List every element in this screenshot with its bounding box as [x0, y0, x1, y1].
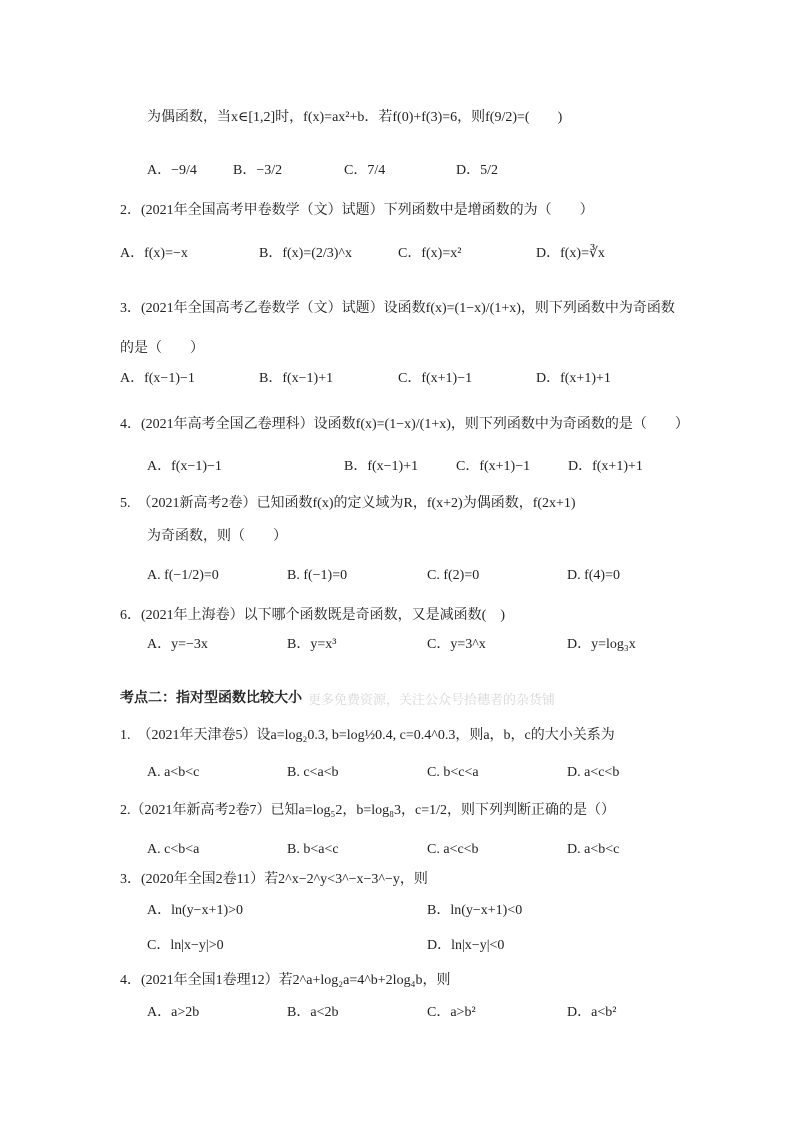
- q2-option-c: C．f(x)=x²: [398, 246, 462, 261]
- q4-option-d: D．f(x+1)+1: [568, 459, 643, 474]
- p1-option-c: C. b<c<a: [427, 765, 479, 780]
- question-5-stem: 5. （2021新高考2卷）已知函数f(x)的定义域为R，f(x+2)为偶函数，f(2x+1): [120, 496, 576, 511]
- q2-option-a: A．f(x)=−x: [120, 246, 188, 261]
- q6-option-d: D．y=log₃x: [567, 637, 636, 652]
- q3-option-d: D．f(x+1)+1: [536, 371, 611, 386]
- question-3-stem: 3．(2021年全国高考乙卷数学（文）试题）设函数f(x)=(1−x)/(1+x)，则下列函数中为奇函数: [120, 301, 675, 316]
- q4-option-b: B．f(x−1)+1: [344, 459, 419, 474]
- p2-option-c: C. a<c<b: [427, 842, 479, 857]
- p1-option-d: D. a<c<b: [567, 765, 620, 780]
- q6-option-b: B．y=x³: [287, 637, 337, 652]
- q6-option-a: A．y=−3x: [147, 637, 208, 652]
- q6-option-c: C．y=3^x: [427, 637, 486, 652]
- q3-option-c: C．f(x+1)−1: [398, 371, 473, 386]
- p3-option-a: A．ln(y−x+1)>0: [147, 903, 244, 918]
- q2-option-b: B．f(x)=(2/3)^x: [259, 246, 353, 261]
- q1-option-a: A．−9/4: [147, 163, 197, 178]
- q4-option-a: A．f(x−1)−1: [147, 459, 222, 474]
- problem-3-stem: 3．(2020年全国2卷11）若2^x−2^y<3^−x−3^−y，则: [120, 872, 428, 887]
- watermark-text: 更多免费资源，关注公众号拾穗者的杂货铺: [308, 692, 556, 707]
- question-5-stem-end: 为奇函数，则（ ）: [147, 529, 287, 544]
- question-4-stem: 4．(2021年高考全国乙卷理科）设函数f(x)=(1−x)/(1+x)，则下列函数中为奇函数的是（ ）: [120, 417, 689, 432]
- p4-option-a: A．a>2b: [147, 1005, 200, 1020]
- p3-option-d: D．ln|x−y|<0: [427, 938, 505, 953]
- p1-option-b: B. c<a<b: [287, 765, 339, 780]
- q3-option-b: B．f(x−1)+1: [259, 371, 334, 386]
- p2-option-d: D. a<b<c: [567, 842, 620, 857]
- q5-option-c: C. f(2)=0: [427, 568, 480, 583]
- question-6-stem: 6．(2021年上海卷）以下哪个函数既是奇函数，又是减函数( ): [120, 608, 505, 623]
- p4-option-d: D．a<b²: [567, 1005, 617, 1020]
- q4-option-c: C．f(x+1)−1: [456, 459, 531, 474]
- p3-option-b: B．ln(y−x+1)<0: [427, 903, 523, 918]
- p2-option-b: B. b<a<c: [287, 842, 339, 857]
- question-2-stem: 2．(2021年全国高考甲卷数学（文）试题）下列函数中是增函数的为（ ）: [120, 203, 594, 218]
- p4-option-b: B．a<2b: [287, 1005, 339, 1020]
- p1-option-a: A. a<b<c: [147, 765, 200, 780]
- q1-option-b: B．−3/2: [233, 163, 283, 178]
- p4-option-c: C．a>b²: [427, 1005, 476, 1020]
- p2-option-a: A. c<b<a: [147, 842, 200, 857]
- q1-option-d: D．5/2: [456, 163, 498, 178]
- q5-option-b: B. f(−1)=0: [287, 568, 348, 583]
- question-1-continuation: 为偶函数，当x∈[1,2]时，f(x)=ax²+b．若f(0)+f(3)=6，则f(9/2)=( ): [147, 110, 563, 125]
- problem-2-stem: 2.（2021年新高考2卷7）已知a=log₅2，b=log₈3，c=1/2，则下列判断正确的是（）: [120, 803, 616, 818]
- q5-option-a: A. f(−1/2)=0: [147, 568, 219, 583]
- section-heading: 考点二：指对型函数比较大小: [120, 689, 302, 705]
- q2-option-d: D．f(x)=∛x: [536, 246, 605, 261]
- q1-option-c: C．7/4: [344, 163, 386, 178]
- q5-option-d: D. f(4)=0: [567, 568, 620, 583]
- p3-option-c: C．ln|x−y|>0: [147, 938, 224, 953]
- problem-1-stem: 1. （2021年天津卷5）设a=log₂0.3, b=log½0.4, c=0.4^0.3，则a，b，c的大小关系为: [120, 728, 615, 743]
- problem-4-stem: 4．(2021年全国1卷理12）若2^a+log₂a=4^b+2log₄b，则: [120, 973, 451, 988]
- question-3-stem-end: 的是（ ）: [120, 341, 204, 356]
- q3-option-a: A．f(x−1)−1: [120, 371, 195, 386]
